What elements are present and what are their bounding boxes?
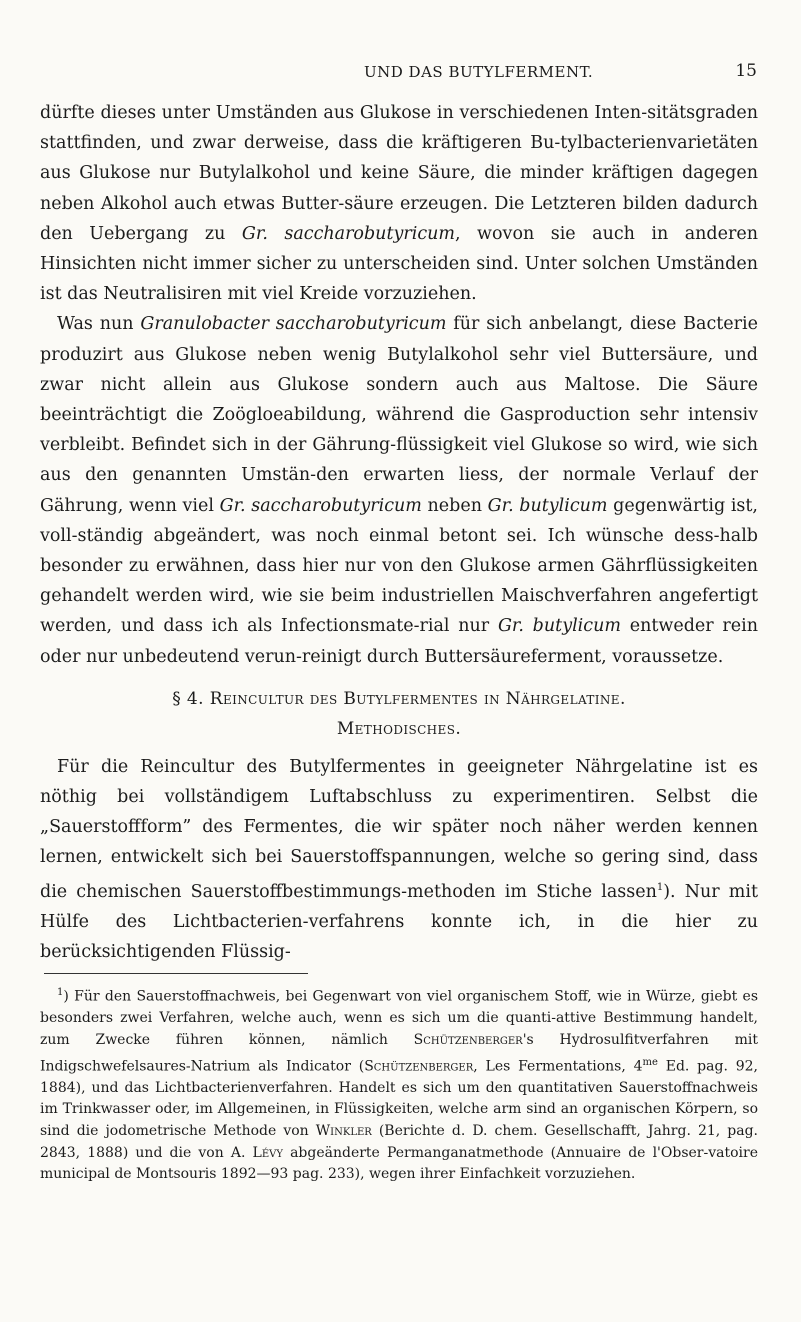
species-name: Gr. butylicum — [497, 616, 621, 637]
author-name: Schützenberger — [413, 1031, 523, 1048]
text-run: ) Für den Sauerstoffnachweis, bei Gegenwart von viel organischem Stoff, wie in Würze, giebt es besonders zwei Verfahren, welche auch, wenn es sich um die quanti-attive Bestimmung handelt, zum Zwecke führen können, nämlich — [40, 988, 758, 1048]
text-run: entweder rein oder nur unbedeutend verun-reinigt durch Buttersäureferment, voraussetze. — [40, 616, 758, 667]
edition-sup: me — [642, 1056, 658, 1068]
paragraph-1 — [40, 98, 758, 309]
section-heading — [40, 684, 758, 744]
paragraph-3 — [40, 752, 758, 967]
author-name: Lévy — [252, 1144, 283, 1161]
footnote-ref: 1 — [656, 881, 664, 893]
text-run: dürfte dieses unter Umständen aus Glukose in verschiedenen Inten-sitätsgraden stattfinden, und zwar derweise, dass die kräftigeren Bu-tylbacterienvarietäten aus Glukose nur Butylalkohol und keine Säure, die minder kräftigen dagegen neben Alkohol auch etwas Butter-säure erzeugen. Die Letzteren bilden dadurch den Uebergang zu — [40, 103, 758, 244]
footnote-rule — [44, 973, 308, 974]
text-run: Für die Reincultur des Butylfermentes in geeigneter Nährgelatine ist es nöthig bei vollständigem Luftabschluss zu experimentiren. Selbst die „Sauerstoffform” des Fermentes, die wir später noch näher werden kennen lernen, entwickelt sich bei Sauerstoffspannungen, welche so gering sind, dass die chemischen Sauerstoffbestimmungs-methoden im Stiche lassen — [40, 756, 758, 902]
section-subtitle: Methodisches. — [336, 718, 462, 739]
text-run: für sich anbelangt, diese Bacterie produzirt aus Glukose neben wenig Butylalkohol sehr viel Buttersäure, und zwar nicht allein aus Glukose sondern auch aus Maltose. Die Säure beeinträchtigt die Zoögloeabildung, während die Gasproduction sehr intensiv verbleibt. Befindet sich in der Gährung-flüssigkeit viel Glukose so wird, wie sich aus den genannten Umstän-den erwarten liess, der normale Verlauf der Gährung, wenn viel — [40, 314, 758, 516]
text-run: neben — [421, 495, 488, 516]
running-title: UND DAS BUTYLFERMENT. — [364, 63, 594, 81]
main-text — [40, 98, 758, 1186]
section-title: § 4. Reincultur des Butylfermentes in Nährgelatine. — [172, 688, 626, 709]
text-run: abgeänderte Permanganatmethode (Annuaire de l'Obser-vatoire municipal de Montsouris 1892—93 pag. 233), wegen ihrer Einfachkeit vorzuziehen. — [40, 1144, 758, 1183]
species-name: Gr. saccharobutyricum — [241, 223, 455, 244]
running-header — [0, 63, 801, 91]
species-name: Gr. butylicum — [487, 495, 608, 516]
text-run: , wovon sie auch in anderen Hinsichten nicht immer sicher zu unterscheiden sind. Unter solchen Umständen ist das Neutralisiren mit viel Kreide vorzuziehen. — [40, 223, 758, 305]
footnote-marker: 1 — [57, 987, 64, 999]
author-name: Schützenberger — [364, 1058, 474, 1075]
text-run: gegenwärtig ist, voll-ständig abgeändert, was noch einmal betont sei. Ich wünsche dess-halb besonder zu erwähnen, dass hier nur von den Glukose armen Gährflüssigkeiten gehandelt werden wird, wie sie beim industriellen Maischverfahren angefertigt werden, und dass ich als Infectionsmate-rial nur — [40, 495, 758, 637]
footnote-1 — [40, 982, 758, 1186]
text-run: (Berichte d. D. chem. Gesellschafft, Jahrg. 21, pag. 2843, 1888) und die von A. — [40, 1122, 758, 1161]
page-number: 15 — [735, 61, 757, 81]
text-run: Ed. pag. 92, 1884), und das Lichtbacterienverfahren. Handelt es sich um den quantitativen Sauerstoffnachweis im Trinkwasser oder, im Allgemeinen, in Flüssigkeiten, welche arm sind an organischen Körpern, so sind die jodometrische Methode von — [40, 1058, 758, 1139]
text-run: Was nun — [57, 314, 141, 335]
text-run: , Les Fermentations, 4 — [473, 1058, 643, 1075]
text-run: ). Nur mit Hülfe des Lichtbacterien-verfahrens konnte ich, in die hier zu berücksichtigenden Flüssig- — [40, 881, 758, 962]
species-name: Gr. saccharobutyricum — [219, 495, 422, 516]
text-run: 's Hydrosulfitverfahren mit Indigschwefelsaures-Natrium als Indicator ( — [40, 1031, 758, 1075]
species-name: Granulobacter saccharobutyricum — [140, 314, 447, 335]
author-name: Winkler — [315, 1122, 372, 1139]
paragraph-2 — [40, 309, 758, 671]
